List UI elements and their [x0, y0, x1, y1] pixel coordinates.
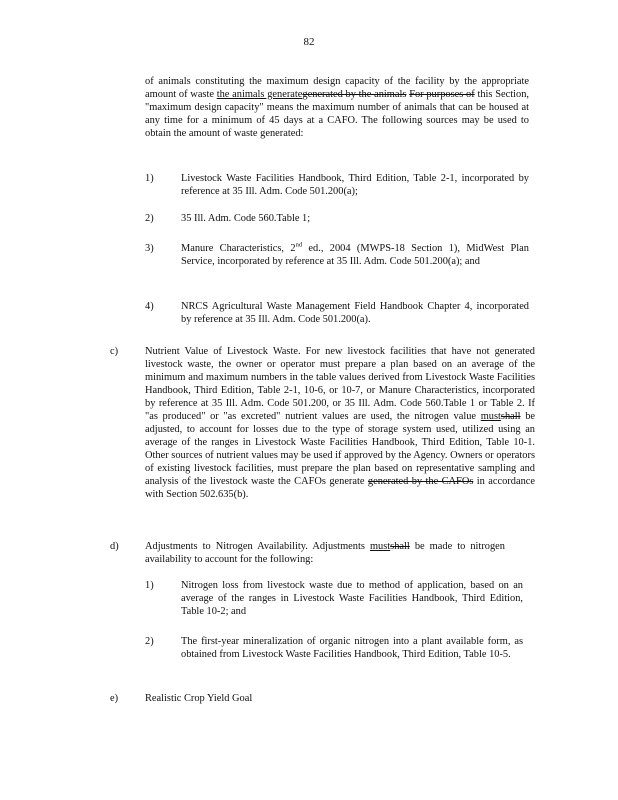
list-item: 35 Ill. Adm. Code 560.Table 1;: [181, 213, 311, 224]
section-c-label: c): [110, 346, 119, 357]
section-d-paragraph: Adjustments to Nitrogen Availability. Adjustments mustshall be made to nitrogen availability to account for the following:: [145, 541, 505, 565]
intro-text-1: of animals constituting the maximum design capacity of the facility by the appropriate amount of waste: [145, 76, 529, 100]
list-item: Nitrogen loss from livestock waste due to method of application, based on an average of the ranges in Livestock Waste Facilities Handbook, Third Edition, Table 10-2; and: [181, 580, 523, 617]
deleted-text: generated by the animals: [302, 89, 407, 100]
list-item-number: 3): [145, 243, 154, 254]
deleted-text: shall: [390, 541, 410, 552]
list-item-number: 2): [145, 213, 154, 224]
inserted-text: must: [480, 411, 501, 422]
list-item-number: 2): [145, 636, 154, 647]
list-item: The first-year mineralization of organic nitrogen into a plant available form, as obtained from Livestock Waste Facilities Handbook, Third Edition, Table 10-5.: [181, 636, 523, 660]
deleted-text: shall: [500, 411, 521, 422]
section-d-label: d): [110, 541, 119, 552]
superscript: nd: [295, 241, 303, 249]
section-c-paragraph: Nutrient Value of Livestock Waste. For new livestock facilities that have not generated livestock waste, the owner or operator must prepare a plan based on an average of the minimum and maximum numbers in the table values derived from Livestock Waste Facilities Handbook, Third Edition, Table 2-1, 10-6, or 10-7, or Manure Characteristics, incorporated by reference at 35 Ill. Adm. Code 501.200, or 35 Ill. Adm. Code 560.Table 1 or Table 2. If "as produced" or "as excreted" nutrient values are used, the nitrogen value mustshall be adjusted, to account for losses due to the type of storage system used, utilized using an average of the ranges in Livestock Waste Facilities Handbook, Third Edition, Table 10-1. Other sources of nutrient values may be used if approved by the Agency. Owners or operators of existing livestock facilities, must prepare the plan based on representative sampling and analysis of the livestock waste the CAFOs generate generated by the CAFOs in accordance with Section 502.635(b).: [145, 346, 535, 500]
list-item: Manure Characteristics, 2nd ed., 2004 (MWPS-18 Section 1), MidWest Plan Service, incorporated by reference at 35 Ill. Adm. Code 501.200(a); and: [181, 241, 529, 267]
list-item-number: 1): [145, 580, 154, 591]
inserted-text: must: [369, 541, 391, 552]
deleted-text: generated by the CAFOs: [367, 476, 474, 487]
inserted-text: the animals generate: [216, 89, 303, 100]
list-item: NRCS Agricultural Waste Management Field Handbook Chapter 4, incorporated by reference at 35 Ill. Adm. Code 501.200(a).: [181, 301, 529, 325]
list-item-number: 1): [145, 173, 154, 184]
list-item: Livestock Waste Facilities Handbook, Third Edition, Table 2-1, incorporated by reference at 35 Ill. Adm. Code 501.200(a);: [181, 173, 529, 197]
intro-text-2: this Section, "maximum design capacity" means the maximum number of animals that can be housed at any time for a minimum of 45 days at a CAFO. The following sources may be used to obtain the amount of waste generated:: [145, 89, 529, 139]
deleted-text: For purposes of: [409, 89, 475, 100]
list-item-number: 4): [145, 301, 154, 312]
section-e-label: e): [110, 693, 119, 704]
intro-paragraph: [145, 75, 529, 140]
section-e-heading: Realistic Crop Yield Goal: [145, 693, 253, 704]
page-number: 82: [303, 36, 315, 48]
